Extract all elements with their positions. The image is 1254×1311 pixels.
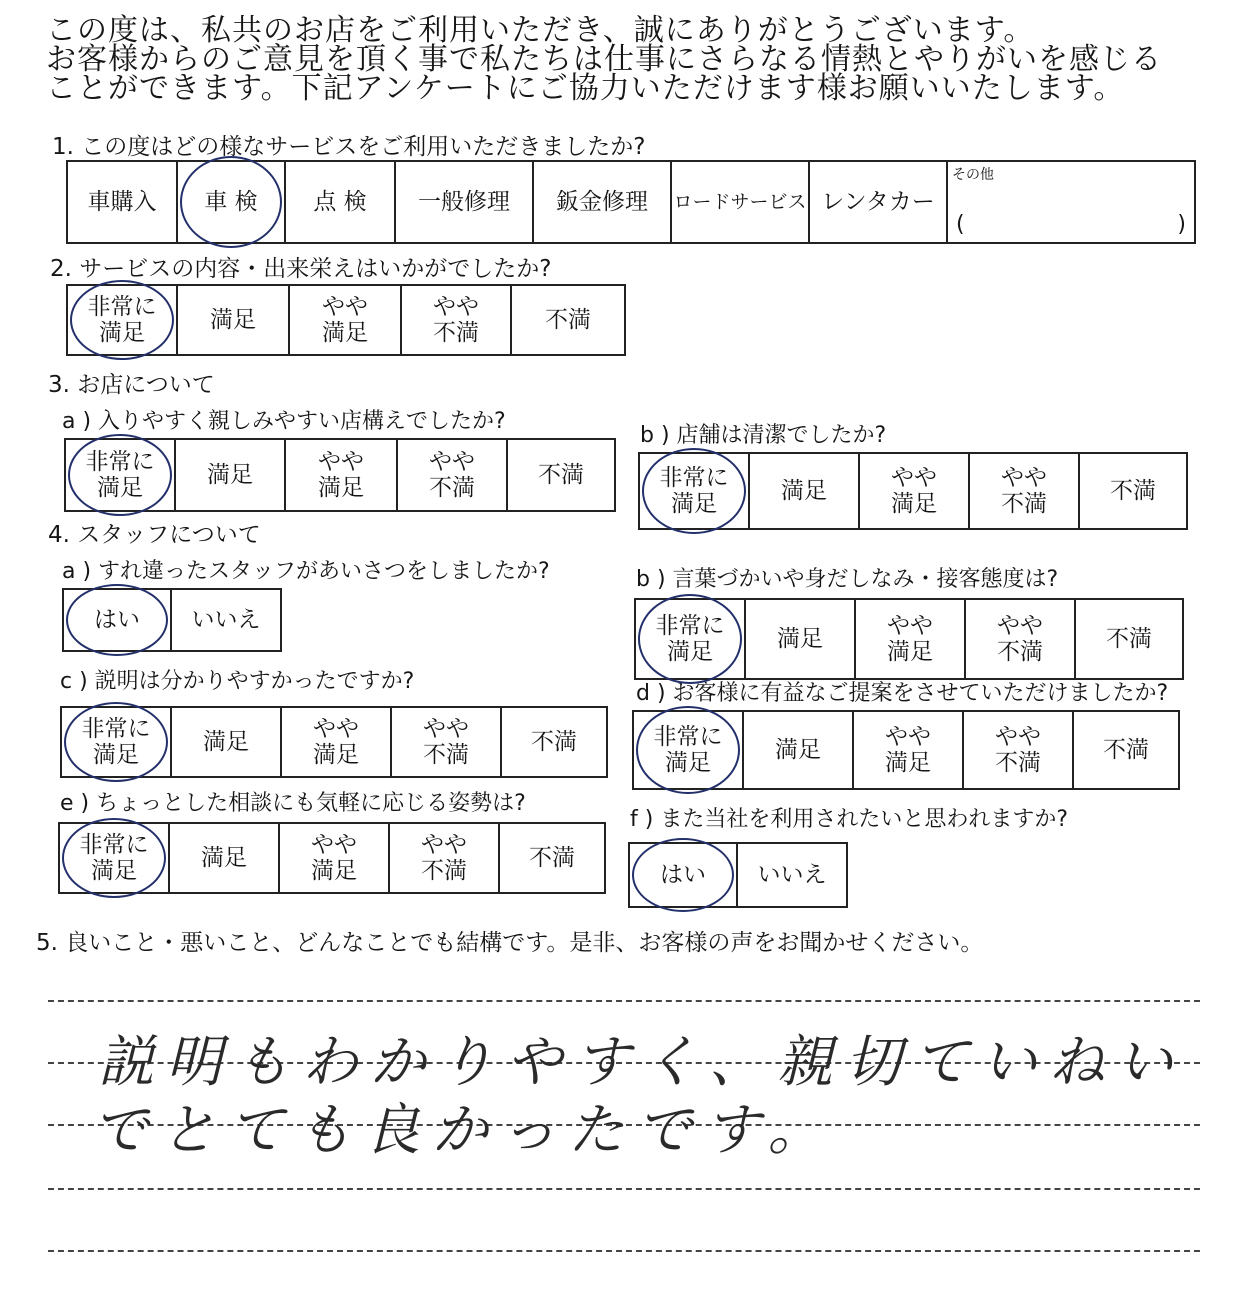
q2-option[interactable]: やや 不満 <box>402 286 512 354</box>
q4b-option[interactable]: やや 不満 <box>966 600 1076 678</box>
q4b-option[interactable]: 満足 <box>746 600 856 678</box>
q3b-label: b ) 店舗は清潔でしたか? <box>640 423 887 448</box>
q3a-label: a ) 入りやすく親しみやすい店構えでしたか? <box>62 409 506 434</box>
q4b-option[interactable]: 不満 <box>1106 626 1152 652</box>
q2-option[interactable]: 満足 <box>178 286 290 354</box>
q4c-option[interactable]: やや 満足 <box>282 708 392 776</box>
q3b-option[interactable]: 満足 <box>750 454 860 528</box>
q3a-option[interactable]: 不満 <box>538 462 584 488</box>
q1-other-field[interactable] <box>948 162 1194 242</box>
q4e-option[interactable]: やや 満足 <box>280 824 390 892</box>
q4c-option[interactable]: やや 不満 <box>392 708 502 776</box>
q2-option[interactable]: やや 満足 <box>290 286 402 354</box>
q4c-option[interactable]: 不満 <box>531 729 577 755</box>
q4f-options-grid <box>628 842 848 908</box>
q4c-options-grid <box>60 706 608 778</box>
q1-option[interactable]: 点 検 <box>286 162 396 242</box>
q3b-option-selected[interactable]: 非常に 満足 <box>640 454 750 528</box>
q2-option-selected[interactable]: 非常に 満足 <box>68 286 178 354</box>
q4f-option[interactable]: いいえ <box>757 862 827 888</box>
q4f-label: f ) また当社を利用されたいと思われますか? <box>630 807 1068 832</box>
q3a-option[interactable]: 満足 <box>176 440 286 510</box>
q2-options-grid <box>66 284 626 356</box>
intro-line: ことができます。下記アンケートにご協力いただけます様お願いいたします。 <box>46 71 1125 106</box>
q1-options-grid <box>66 160 1196 244</box>
q1-option[interactable]: ロードサービス <box>672 162 810 242</box>
q3b-option[interactable]: 不満 <box>1110 478 1156 504</box>
q4b-option-selected[interactable]: 非常に 満足 <box>636 600 746 678</box>
q4c-option[interactable]: 満足 <box>172 708 282 776</box>
q4b-options-grid <box>634 598 1184 680</box>
q3a-option[interactable]: やや 不満 <box>398 440 508 510</box>
q3-title: 3. お店について <box>48 372 215 398</box>
q3a-options-grid <box>64 438 616 512</box>
q4d-option[interactable]: 満足 <box>744 712 854 788</box>
writing-line <box>48 1188 1200 1190</box>
q4e-option[interactable]: 不満 <box>529 845 575 871</box>
q4a-options-grid <box>62 588 282 652</box>
q1-title: 1. この度はどの様なサービスをご利用いただきましたか? <box>52 134 646 160</box>
q3b-option[interactable]: やや 不満 <box>970 454 1080 528</box>
paren-open: ( <box>956 212 965 237</box>
q2-option[interactable]: 不満 <box>545 307 591 333</box>
q1-option[interactable]: 鈑金修理 <box>534 162 672 242</box>
q4d-option[interactable]: 不満 <box>1103 737 1149 763</box>
q4a-option[interactable]: いいえ <box>191 607 261 633</box>
q1-option[interactable]: 車購入 <box>68 162 178 242</box>
q3a-option-selected[interactable]: 非常に 満足 <box>66 440 176 510</box>
other-label: その他 <box>952 167 994 183</box>
q4d-option[interactable]: やや 不満 <box>964 712 1074 788</box>
intro-line: この度は、私共のお店をご利用いただき、誠にありがとうございます。 <box>46 13 1035 48</box>
q4e-option-selected[interactable]: 非常に 満足 <box>60 824 170 892</box>
q4e-option[interactable]: 満足 <box>170 824 280 892</box>
q4d-option-selected[interactable]: 非常に 満足 <box>634 712 744 788</box>
handwritten-comment-line: 説明もわかりやすく、親切ていねい <box>98 1030 1185 1095</box>
q4c-label: c ) 説明は分かりやすかったですか? <box>60 669 415 694</box>
q4e-options-grid <box>58 822 606 894</box>
q4b-option[interactable]: やや 満足 <box>856 600 966 678</box>
intro-text <box>46 13 1236 106</box>
intro-line: お客様からのご意見を頂く事で私たちは仕事にさらなる情熱とやりがいを感じる <box>46 42 1162 77</box>
q4d-label: d ) お客様に有益なご提案をさせていただけましたか? <box>636 681 1169 706</box>
q4d-options-grid <box>632 710 1180 790</box>
q1-option[interactable]: レンタカー <box>810 162 948 242</box>
q4-title: 4. スタッフについて <box>48 522 261 548</box>
q4c-option-selected[interactable]: 非常に 満足 <box>62 708 172 776</box>
q3b-option[interactable]: やや 満足 <box>860 454 970 528</box>
q3b-options-grid <box>638 452 1188 530</box>
q3a-option[interactable]: やや 満足 <box>286 440 398 510</box>
q4f-option-selected[interactable]: はい <box>630 844 738 906</box>
paren-close: ) <box>1177 212 1186 237</box>
q2-title: 2. サービスの内容・出来栄えはいかがでしたか? <box>50 256 552 282</box>
q4b-label: b ) 言葉づかいや身だしなみ・接客態度は? <box>636 567 1059 592</box>
handwritten-comment-line: でとても良かったです。 <box>92 1098 836 1163</box>
q4a-label: a ) すれ違ったスタッフがあいさつをしましたか? <box>62 559 550 584</box>
q4d-option[interactable]: やや 満足 <box>854 712 964 788</box>
q4a-option-selected[interactable]: はい <box>64 590 172 650</box>
writing-line <box>48 1000 1200 1002</box>
q1-option-selected[interactable]: 車 検 <box>178 162 286 242</box>
q4e-option[interactable]: やや 不満 <box>390 824 500 892</box>
q1-option[interactable]: 一般修理 <box>396 162 534 242</box>
writing-line <box>48 1250 1200 1252</box>
q4e-label: e ) ちょっとした相談にも気軽に応じる姿勢は? <box>60 791 526 816</box>
q5-title: 5. 良いこと・悪いこと、どんなことでも結構です。是非、お客様の声をお聞かせください。 <box>36 930 984 956</box>
